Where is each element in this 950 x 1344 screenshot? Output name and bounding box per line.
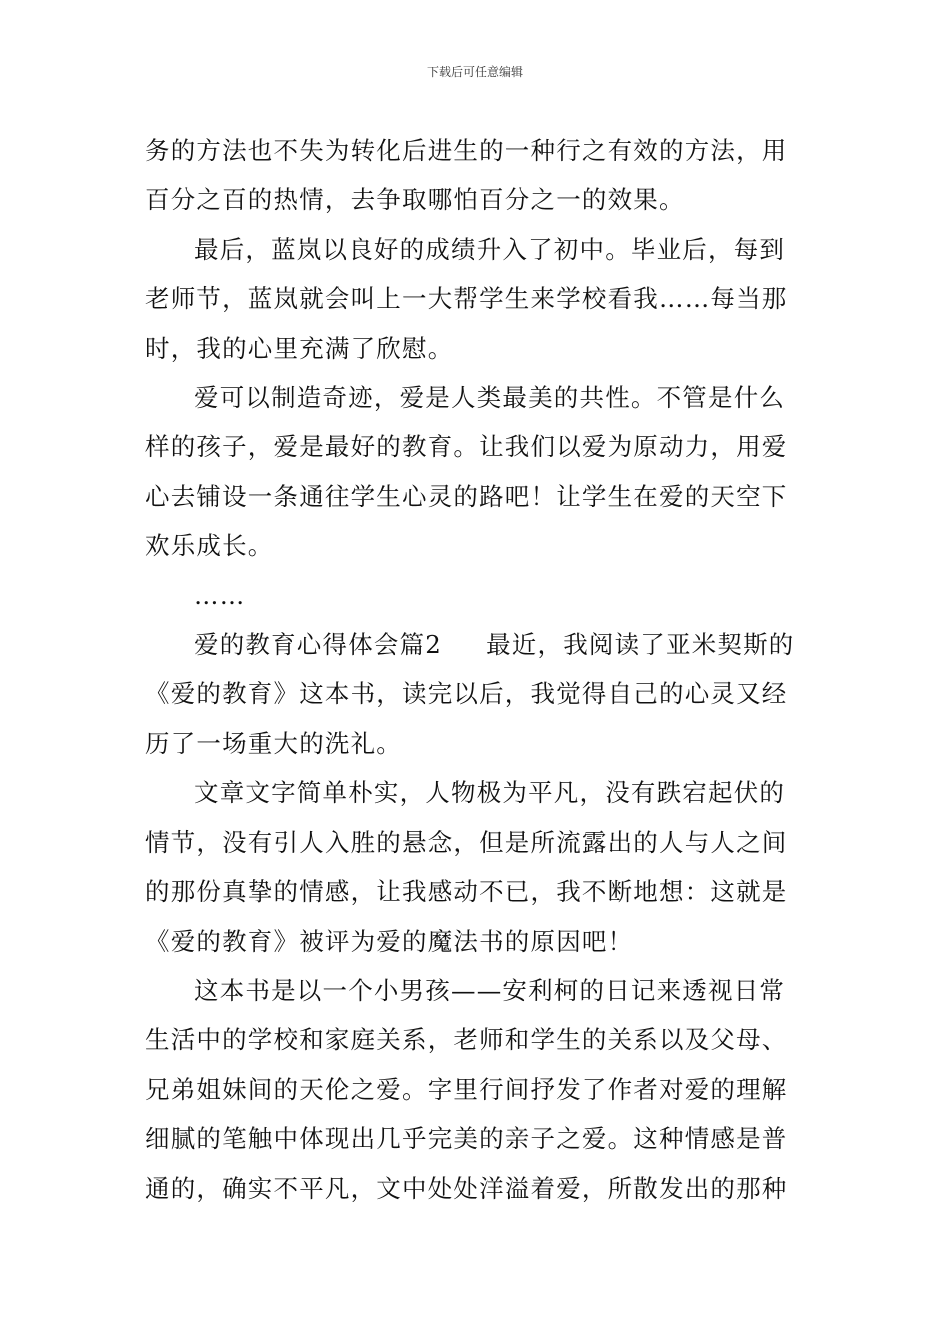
paragraph: 最后，蓝岚以良好的成绩升入了初中。毕业后，每到老师节，蓝岚就会叫上一大帮学生来学校看我……每当那时，我的心里充满了欣慰。 — [145, 234, 788, 363]
section-paragraph — [145, 620, 807, 768]
paragraph: 爱可以制造奇迹，爱是人类最美的共性。不管是什么样的孩子，爱是最好的教育。让我们以爱为原动力，用爱心去铺设一条通往学生心灵的路吧！让学生在爱的天空下欢乐成长。 — [145, 383, 788, 561]
paragraph-continuation: 务的方法也不失为转化后进生的一种行之有效的方法，用百分之百的热情，去争取哪怕百分之一的效果。 — [145, 136, 788, 215]
ellipsis-line: …… — [194, 580, 246, 610]
page-header: 下载后可任意编辑 — [426, 65, 523, 79]
paragraph: 文章文字简单朴实，人物极为平凡，没有跌宕起伏的情节，没有引人入胜的悬念，但是所流露出的人与人之间的那份真挚的情感，让我感动不已，我不断地想：这就是《爱的教育》被评为爱的魔法书的原因吧！ — [145, 778, 788, 956]
section-title: 爱的教育心得体会篇2 — [194, 630, 443, 660]
paragraph: 这本书是以一个小男孩——安利柯的日记来透视日常生活中的学校和家庭关系，老师和学生的关系以及父母、兄弟姐妹间的天伦之爱。字里行间抒发了作者对爱的理解细腻的笔触中体现出几乎完美的亲子之爱。这种情感是普通的，确实不平凡，文中处处洋溢着爱，所散发出的那种 — [145, 975, 788, 1203]
document-body — [145, 126, 807, 1213]
section-intro: 最近，我阅读了亚米契斯的《爱的教育》这本书，读完以后，我觉得自己的心灵又经历了一场重大的洗礼。 — [145, 630, 795, 758]
